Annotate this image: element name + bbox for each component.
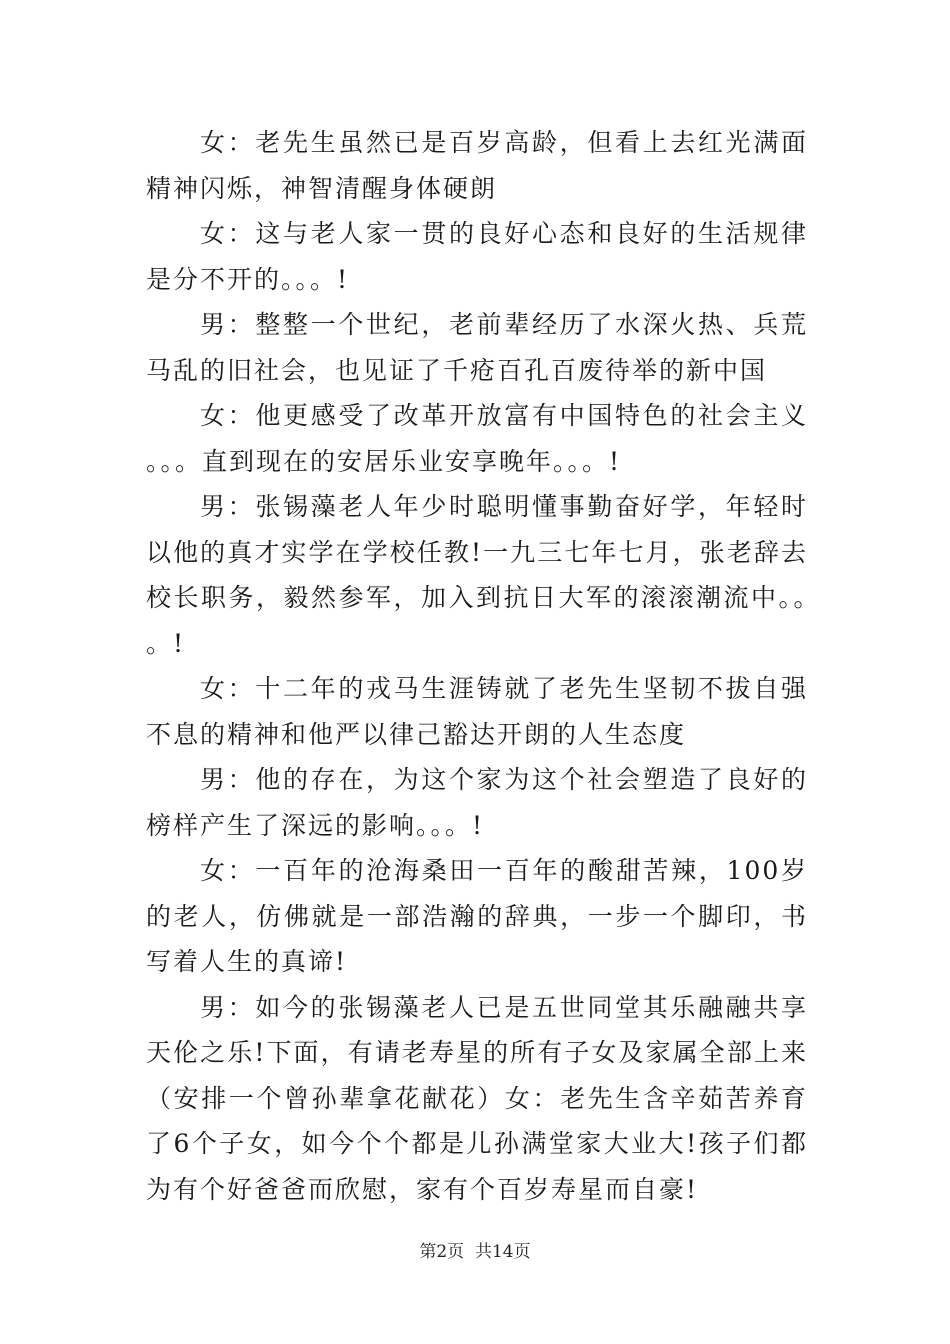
paragraph: 男：他的存在，为这个家为这个社会塑造了良好的榜样产生了深远的影响。。。! (146, 765, 808, 840)
paragraph: 女：他更感受了改革开放富有中国特色的社会主义。。。直到现在的安居乐业安享晚年。。。! (146, 401, 808, 476)
paragraph: 男：张锡藻老人年少时聪明懂事勤奋好学，年轻时以他的真才实学在学校任教!一九三七年七月，张老辞去校长职务，毅然参军，加入到抗日大军的滚滚潮流中。。。! (146, 492, 808, 658)
document-body (146, 120, 808, 1212)
paragraph: 男：如今的张锡藻老人已是五世同堂其乐融融共享天伦之乐!下面，有请老寿星的所有子女及家属全部上来（安排一个曾孙辈拿花献花）女：老先生含辛茹苦养育了6个子女，如今个个都是儿孙满堂家大业大!孩子们都为有个好爸爸而欣慰，家有个百岁寿星而自豪! (146, 992, 808, 1204)
paragraph: 女：一百年的沧海桑田一百年的酸甜苦辣，100岁的老人，仿佛就是一部浩瀚的辞典，一步一个脚印，书写着人生的真谛! (146, 856, 808, 976)
paragraph: 女：这与老人家一贯的良好心态和良好的生活规律是分不开的。。。! (146, 219, 808, 294)
paragraph: 男：整整一个世纪，老前辈经历了水深火热、兵荒马乱的旧社会，也见证了千疮百孔百废待举的新中国 (146, 310, 808, 385)
paragraph: 女：十二年的戎马生涯铸就了老先生坚韧不拔自强不息的精神和他严以律己豁达开朗的人生态度 (146, 674, 808, 749)
paragraph: 女：老先生虽然已是百岁高龄，但看上去红光满面精神闪烁，神智清醒身体硬朗 (146, 128, 808, 203)
page-number-label: 第2页 共14页 (419, 1242, 531, 1262)
page-footer (0, 1241, 950, 1263)
